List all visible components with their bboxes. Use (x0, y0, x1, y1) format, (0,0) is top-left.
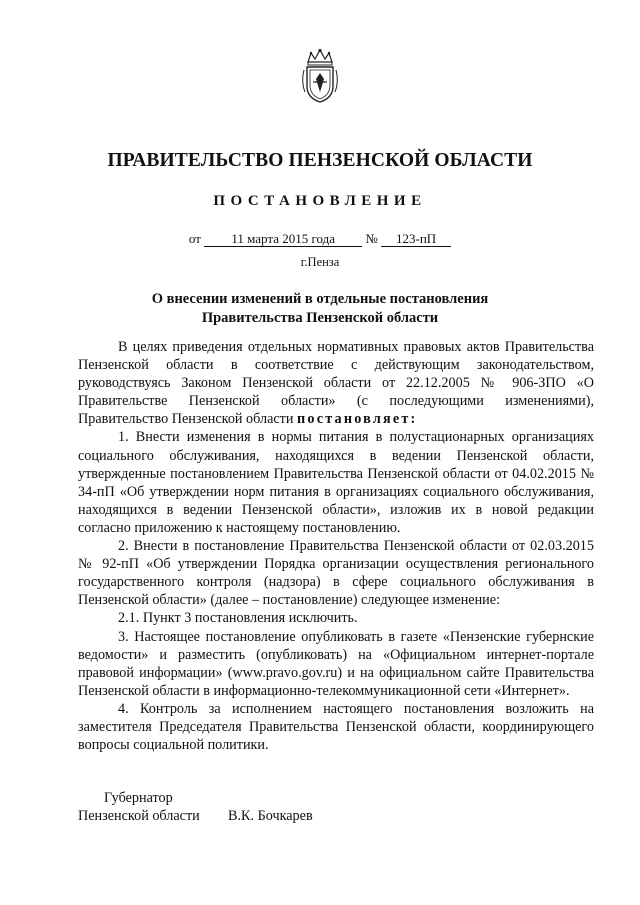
paragraph-1: 1. Внести изменения в нормы питания в полустационарных организациях социального обслуживания, находящихся в ведении Пензенской области, утвержденные постановлением Правительства Пензенской области от 04.02.2015 № 34-пП «Об утверждении норм питания в организациях социального обслуживания, находящихся в ведении Пензенской области», изложив их в новой редакции согласно приложению к настоящему постановлению. (78, 429, 594, 536)
government-title: ПРАВИТЕЛЬСТВО ПЕНЗЕНСКОЙ ОБЛАСТИ (107, 150, 533, 171)
intro-paragraph (78, 338, 594, 428)
intro-action: постановляет: (297, 411, 418, 428)
paragraph-4: 4. Контроль за исполнением настоящего постановления возложить на заместителя Председателя Правительства Пензенской области, координирующего вопросы социальной политики. (78, 700, 594, 754)
signatory-role: Губернатор (104, 790, 173, 806)
document-type: ПОСТАНОВЛЕНИЕ (213, 193, 427, 209)
city: г.Пенза (300, 255, 340, 269)
date-number-line (0, 231, 640, 247)
decree-body (78, 338, 594, 754)
intro-text: В целях приведения отдельных нормативных правовых актов Правительства Пензенской области в соответствие с действующим законодательством, руководствуясь Законом Пензенской области от 22.12.2005 № 906-ЗПО «О Правительстве Пензенской области» (с последующими изменениями), Правительство Пензенской области (78, 339, 594, 428)
signatory-name: В.К. Бочкарев (228, 808, 313, 824)
paragraph-2-1: 2.1. Пункт 3 постановления исключить. (118, 610, 358, 627)
date-prefix: от (188, 231, 201, 246)
decree-subject (0, 290, 640, 328)
paragraph-3: 3. Настоящее постановление опубликовать в газете «Пензенские губернские ведомости» и разместить (опубликовать) на «Официальном интернет-портале правовой информации» (www.pravo.gov.ru) и на официальном сайте Правительства Пензенской области в информационно-телекоммуникационной сети «Интернет». (78, 628, 594, 699)
decree-date: 11 марта 2015 года (204, 231, 362, 247)
subject-line-1: О внесении изменений в отдельные постановления (151, 291, 489, 307)
coat-of-arms-icon (299, 48, 341, 104)
number-prefix: № (365, 231, 378, 246)
signatory-region: Пензенской области (78, 808, 200, 824)
decree-number: 123-пП (381, 231, 451, 247)
subject-line-2: Правительства Пензенской области (201, 310, 439, 326)
paragraph-2: 2. Внести в постановление Правительства Пензенской области от 02.03.2015 № 92-пП «Об утверждении Порядка организации осуществления регионального государственного контроля (надзора) в сфере социального обслуживания в Пензенской области» (далее – постановление) следующее изменение: (78, 538, 594, 609)
